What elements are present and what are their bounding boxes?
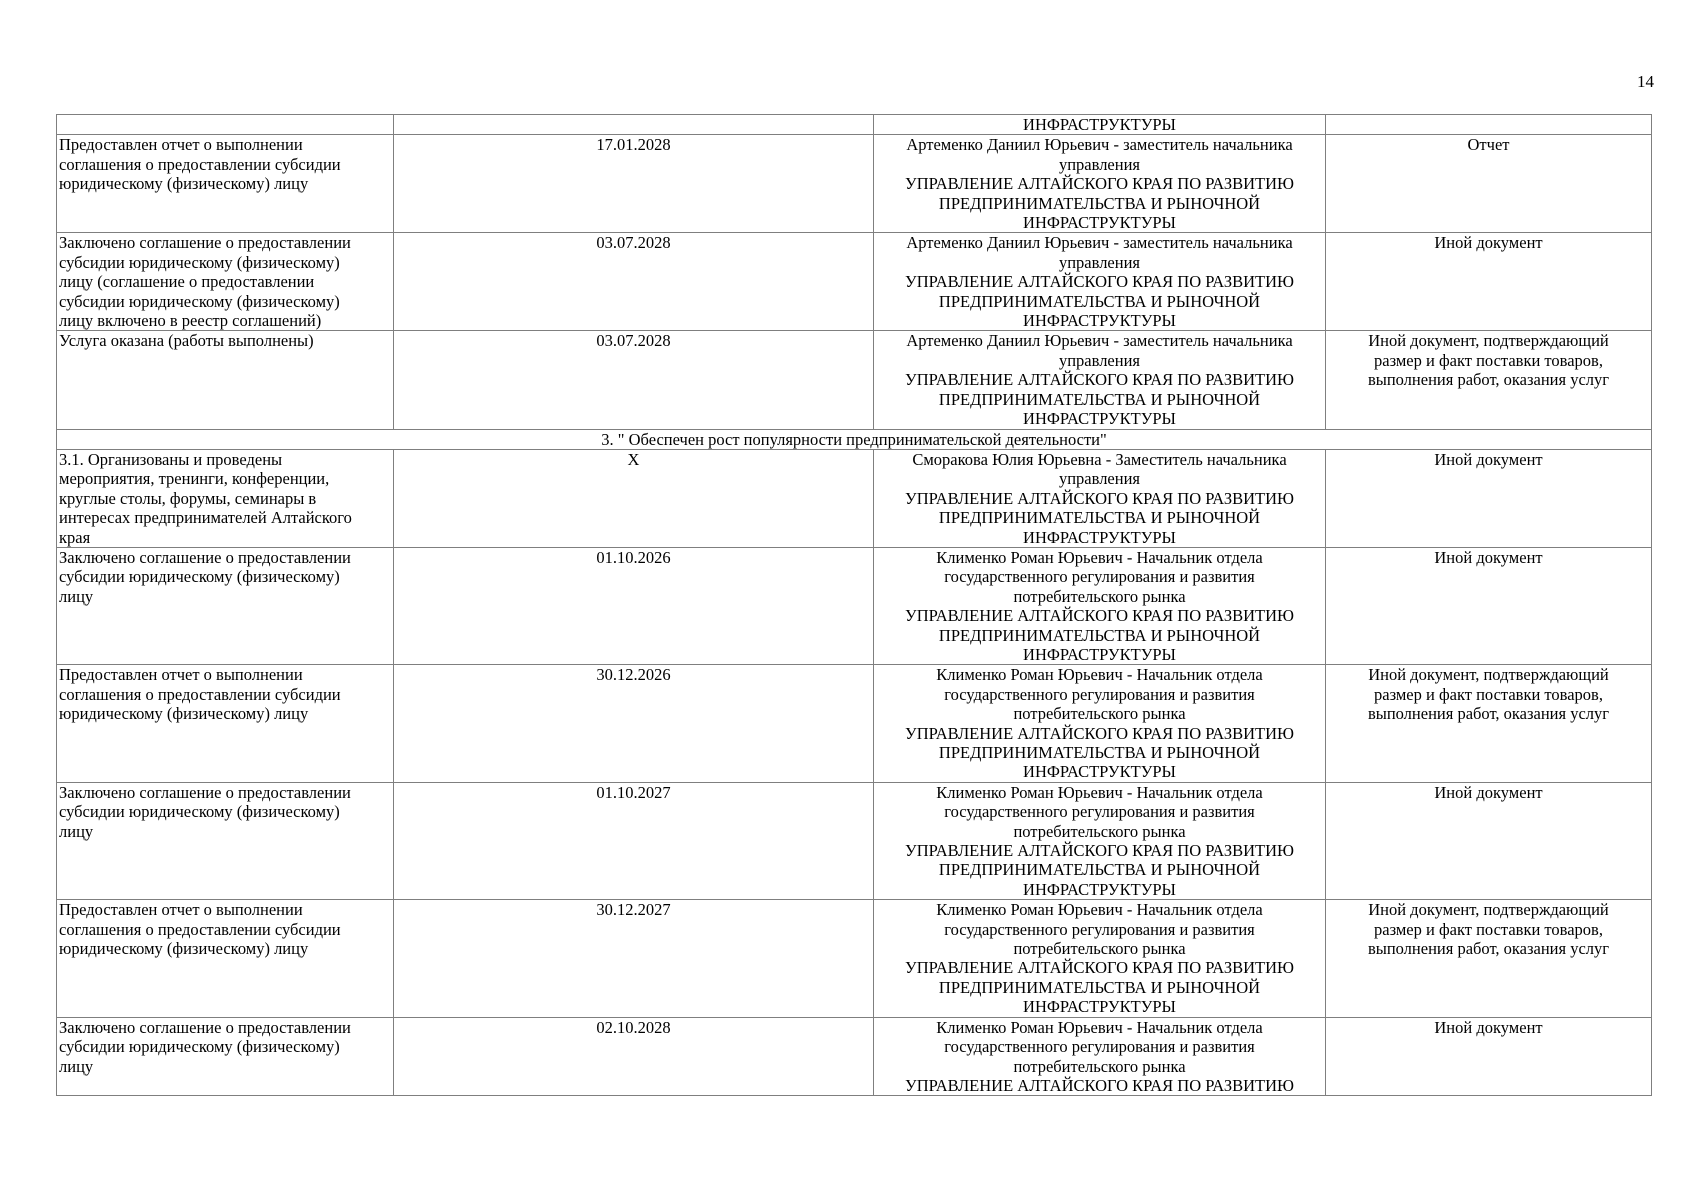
event-name-cell [57, 115, 394, 135]
control-points-table [56, 114, 1652, 1096]
responsible-cell: Артеменко Даниил Юрьевич - заместитель начальника управления УПРАВЛЕНИЕ АЛТАЙСКОГО КРАЯ ПО РАЗВИТИЮ ПРЕДПРИНИМАТЕЛЬСТВА И РЫНОЧНОЙ ИНФРАСТРУКТУРЫ [874, 135, 1326, 233]
section-row [57, 429, 1652, 449]
event-name-cell: Услуга оказана (работы выполнены) [57, 331, 394, 429]
responsible-cell: Клименко Роман Юрьевич - Начальник отдела государственного регулирования и развития потребительского рынка УПРАВЛЕНИЕ АЛТАЙСКОГО КРАЯ ПО РАЗВИТИЮ [874, 1017, 1326, 1096]
event-name-cell: Предоставлен отчет о выполнении соглашения о предоставлении субсидии юридическому (физическому) лицу [57, 900, 394, 1017]
date-cell: 02.10.2028 [394, 1017, 874, 1096]
document-type-cell: Иной документ, подтверждающий размер и факт поставки товаров, выполнения работ, оказания услуг [1326, 900, 1652, 1017]
responsible-cell: Клименко Роман Юрьевич - Начальник отдела государственного регулирования и развития потребительского рынка УПРАВЛЕНИЕ АЛТАЙСКОГО КРАЯ ПО РАЗВИТИЮ ПРЕДПРИНИМАТЕЛЬСТВА И РЫНОЧНОЙ ИНФРАСТРУКТУРЫ [874, 547, 1326, 664]
responsible-cell: Артеменко Даниил Юрьевич - заместитель начальника управления УПРАВЛЕНИЕ АЛТАЙСКОГО КРАЯ ПО РАЗВИТИЮ ПРЕДПРИНИМАТЕЛЬСТВА И РЫНОЧНОЙ ИНФРАСТРУКТУРЫ [874, 233, 1326, 331]
date-cell: X [394, 449, 874, 547]
event-name-cell: Заключено соглашение о предоставлении субсидии юридическому (физическому) лицу [57, 782, 394, 899]
responsible-cell: Артеменко Даниил Юрьевич - заместитель начальника управления УПРАВЛЕНИЕ АЛТАЙСКОГО КРАЯ ПО РАЗВИТИЮ ПРЕДПРИНИМАТЕЛЬСТВА И РЫНОЧНОЙ ИНФРАСТРУКТУРЫ [874, 331, 1326, 429]
event-name-cell: Заключено соглашение о предоставлении субсидии юридическому (физическому) лицу [57, 1017, 394, 1096]
date-cell: 30.12.2027 [394, 900, 874, 1017]
table-row [57, 331, 1652, 429]
responsible-cell: ИНФРАСТРУКТУРЫ [874, 115, 1326, 135]
document-type-cell: Иной документ [1326, 1017, 1652, 1096]
date-cell [394, 115, 874, 135]
responsible-cell: Клименко Роман Юрьевич - Начальник отдела государственного регулирования и развития потребительского рынка УПРАВЛЕНИЕ АЛТАЙСКОГО КРАЯ ПО РАЗВИТИЮ ПРЕДПРИНИМАТЕЛЬСТВА И РЫНОЧНОЙ ИНФРАСТРУКТУРЫ [874, 782, 1326, 899]
event-name-cell: 3.1. Организованы и проведены мероприятия, тренинги, конференции, круглые столы, форумы, семинары в интересах предпринимателей Алтайского края [57, 449, 394, 547]
date-cell: 01.10.2026 [394, 547, 874, 664]
table-row [57, 449, 1652, 547]
table-row [57, 665, 1652, 782]
document-type-cell: Иной документ, подтверждающий размер и факт поставки товаров, выполнения работ, оказания услуг [1326, 331, 1652, 429]
date-cell: 01.10.2027 [394, 782, 874, 899]
document-type-cell: Отчет [1326, 135, 1652, 233]
event-name-cell: Заключено соглашение о предоставлении субсидии юридическому (физическому) лицу [57, 547, 394, 664]
table-row [57, 900, 1652, 1017]
document-type-cell: Иной документ [1326, 547, 1652, 664]
page-number: 14 [1637, 72, 1654, 91]
date-cell: 03.07.2028 [394, 331, 874, 429]
table-row [57, 1017, 1652, 1096]
date-cell: 17.01.2028 [394, 135, 874, 233]
document-type-cell: Иной документ [1326, 233, 1652, 331]
responsible-cell: Сморакова Юлия Юрьевна - Заместитель начальника управления УПРАВЛЕНИЕ АЛТАЙСКОГО КРАЯ ПО РАЗВИТИЮ ПРЕДПРИНИМАТЕЛЬСТВА И РЫНОЧНОЙ ИНФРАСТРУКТУРЫ [874, 449, 1326, 547]
section-heading: 3. " Обеспечен рост популярности предпринимательской деятельности" [57, 429, 1652, 449]
event-name-cell: Предоставлен отчет о выполнении соглашения о предоставлении субсидии юридическому (физическому) лицу [57, 665, 394, 782]
document-type-cell: Иной документ, подтверждающий размер и факт поставки товаров, выполнения работ, оказания услуг [1326, 665, 1652, 782]
table-row [57, 782, 1652, 899]
event-name-cell: Заключено соглашение о предоставлении субсидии юридическому (физическому) лицу (соглашение о предоставлении субсидии юридическому (физическому) лицу включено в реестр соглашений) [57, 233, 394, 331]
date-cell: 03.07.2028 [394, 233, 874, 331]
event-name-cell: Предоставлен отчет о выполнении соглашения о предоставлении субсидии юридическому (физическому) лицу [57, 135, 394, 233]
date-cell: 30.12.2026 [394, 665, 874, 782]
table-row [57, 135, 1652, 233]
responsible-cell: Клименко Роман Юрьевич - Начальник отдела государственного регулирования и развития потребительского рынка УПРАВЛЕНИЕ АЛТАЙСКОГО КРАЯ ПО РАЗВИТИЮ ПРЕДПРИНИМАТЕЛЬСТВА И РЫНОЧНОЙ ИНФРАСТРУКТУРЫ [874, 665, 1326, 782]
document-type-cell: Иной документ [1326, 449, 1652, 547]
document-type-cell: Иной документ [1326, 782, 1652, 899]
table-row [57, 547, 1652, 664]
responsible-cell: Клименко Роман Юрьевич - Начальник отдела государственного регулирования и развития потребительского рынка УПРАВЛЕНИЕ АЛТАЙСКОГО КРАЯ ПО РАЗВИТИЮ ПРЕДПРИНИМАТЕЛЬСТВА И РЫНОЧНОЙ ИНФРАСТРУКТУРЫ [874, 900, 1326, 1017]
document-type-cell [1326, 115, 1652, 135]
table-row [57, 115, 1652, 135]
table-row [57, 233, 1652, 331]
